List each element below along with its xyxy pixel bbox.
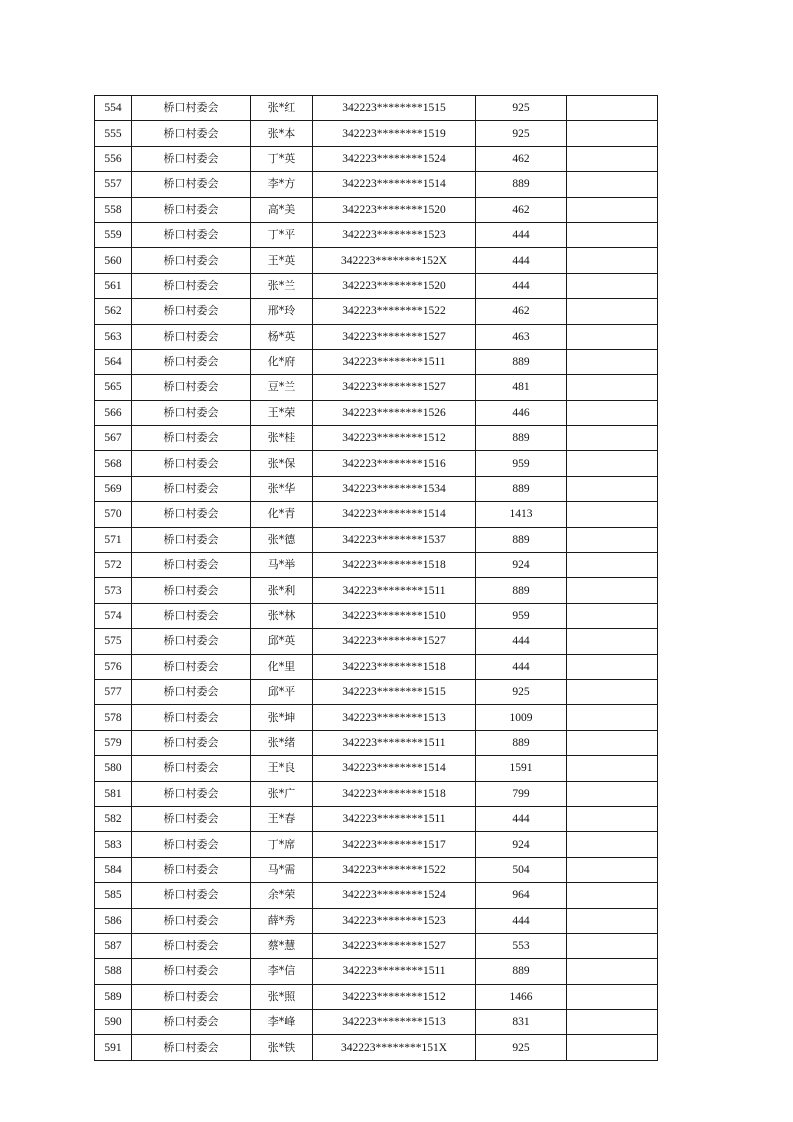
amount-cell: 925 xyxy=(476,679,567,704)
unit-cell: 桥口村委会 xyxy=(132,756,251,781)
row-number-cell: 587 xyxy=(95,933,132,958)
name-cell: 蔡*慧 xyxy=(251,933,313,958)
row-number-cell: 565 xyxy=(95,375,132,400)
note-cell xyxy=(567,121,658,146)
name-cell: 化*里 xyxy=(251,654,313,679)
name-cell: 张*利 xyxy=(251,578,313,603)
unit-cell: 桥口村委会 xyxy=(132,832,251,857)
name-cell: 豆*兰 xyxy=(251,375,313,400)
unit-cell: 桥口村委会 xyxy=(132,1035,251,1060)
amount-cell: 925 xyxy=(476,121,567,146)
name-cell: 李*峰 xyxy=(251,1010,313,1035)
note-cell xyxy=(567,756,658,781)
name-cell: 张*保 xyxy=(251,451,313,476)
unit-cell: 桥口村委会 xyxy=(132,806,251,831)
amount-cell: 444 xyxy=(476,908,567,933)
id-number-cell: 342223********1527 xyxy=(313,375,476,400)
note-cell xyxy=(567,933,658,958)
name-cell: 张*德 xyxy=(251,527,313,552)
table-row xyxy=(95,476,658,501)
note-cell xyxy=(567,730,658,755)
id-number-cell: 342223********151X xyxy=(313,1035,476,1060)
amount-cell: 504 xyxy=(476,857,567,882)
note-cell xyxy=(567,502,658,527)
name-cell: 丁*平 xyxy=(251,222,313,247)
note-cell xyxy=(567,578,658,603)
table-row xyxy=(95,883,658,908)
id-number-cell: 342223********1524 xyxy=(313,883,476,908)
table-row xyxy=(95,832,658,857)
table-row xyxy=(95,781,658,806)
row-number-cell: 568 xyxy=(95,451,132,476)
table-row xyxy=(95,426,658,451)
id-number-cell: 342223********1522 xyxy=(313,857,476,882)
row-number-cell: 576 xyxy=(95,654,132,679)
row-number-cell: 588 xyxy=(95,959,132,984)
id-number-cell: 342223********1512 xyxy=(313,984,476,1009)
name-cell: 王*春 xyxy=(251,806,313,831)
id-number-cell: 342223********1526 xyxy=(313,400,476,425)
table-row xyxy=(95,121,658,146)
id-number-cell: 342223********1537 xyxy=(313,527,476,552)
note-cell xyxy=(567,375,658,400)
name-cell: 张*本 xyxy=(251,121,313,146)
row-number-cell: 557 xyxy=(95,172,132,197)
row-number-cell: 575 xyxy=(95,629,132,654)
unit-cell: 桥口村委会 xyxy=(132,502,251,527)
name-cell: 王*荣 xyxy=(251,400,313,425)
id-number-cell: 342223********1510 xyxy=(313,603,476,628)
id-number-cell: 342223********1511 xyxy=(313,730,476,755)
note-cell xyxy=(567,273,658,298)
id-number-cell: 342223********1523 xyxy=(313,908,476,933)
amount-cell: 889 xyxy=(476,730,567,755)
amount-cell: 924 xyxy=(476,832,567,857)
unit-cell: 桥口村委会 xyxy=(132,1010,251,1035)
name-cell: 张*兰 xyxy=(251,273,313,298)
name-cell: 李*方 xyxy=(251,172,313,197)
unit-cell: 桥口村委会 xyxy=(132,527,251,552)
amount-cell: 1009 xyxy=(476,705,567,730)
unit-cell: 桥口村委会 xyxy=(132,451,251,476)
row-number-cell: 574 xyxy=(95,603,132,628)
name-cell: 李*信 xyxy=(251,959,313,984)
amount-cell: 889 xyxy=(476,426,567,451)
amount-cell: 889 xyxy=(476,349,567,374)
unit-cell: 桥口村委会 xyxy=(132,197,251,222)
name-cell: 张*铁 xyxy=(251,1035,313,1060)
table-row xyxy=(95,172,658,197)
name-cell: 邱*英 xyxy=(251,629,313,654)
unit-cell: 桥口村委会 xyxy=(132,959,251,984)
table-row xyxy=(95,451,658,476)
row-number-cell: 571 xyxy=(95,527,132,552)
amount-cell: 462 xyxy=(476,197,567,222)
note-cell xyxy=(567,603,658,628)
table-row xyxy=(95,857,658,882)
table-row xyxy=(95,908,658,933)
amount-cell: 925 xyxy=(476,96,567,121)
amount-cell: 959 xyxy=(476,451,567,476)
table-row xyxy=(95,324,658,349)
name-cell: 王*英 xyxy=(251,248,313,273)
unit-cell: 桥口村委会 xyxy=(132,553,251,578)
note-cell xyxy=(567,197,658,222)
unit-cell: 桥口村委会 xyxy=(132,96,251,121)
id-number-cell: 342223********1534 xyxy=(313,476,476,501)
table-row xyxy=(95,248,658,273)
table-row xyxy=(95,96,658,121)
id-number-cell: 342223********1511 xyxy=(313,349,476,374)
table-row xyxy=(95,705,658,730)
name-cell: 化*青 xyxy=(251,502,313,527)
id-number-cell: 342223********1527 xyxy=(313,324,476,349)
row-number-cell: 563 xyxy=(95,324,132,349)
amount-cell: 444 xyxy=(476,629,567,654)
amount-cell: 1413 xyxy=(476,502,567,527)
id-number-cell: 342223********1516 xyxy=(313,451,476,476)
id-number-cell: 342223********1513 xyxy=(313,1010,476,1035)
row-number-cell: 578 xyxy=(95,705,132,730)
name-cell: 薛*秀 xyxy=(251,908,313,933)
id-number-cell: 342223********1514 xyxy=(313,502,476,527)
name-cell: 马*需 xyxy=(251,857,313,882)
id-number-cell: 342223********1518 xyxy=(313,654,476,679)
unit-cell: 桥口村委会 xyxy=(132,349,251,374)
data-table xyxy=(94,95,658,1061)
note-cell xyxy=(567,222,658,247)
unit-cell: 桥口村委会 xyxy=(132,324,251,349)
table-row xyxy=(95,502,658,527)
note-cell xyxy=(567,476,658,501)
table-row xyxy=(95,806,658,831)
unit-cell: 桥口村委会 xyxy=(132,654,251,679)
name-cell: 化*府 xyxy=(251,349,313,374)
amount-cell: 889 xyxy=(476,172,567,197)
id-number-cell: 342223********1513 xyxy=(313,705,476,730)
name-cell: 邢*玲 xyxy=(251,299,313,324)
amount-cell: 889 xyxy=(476,476,567,501)
unit-cell: 桥口村委会 xyxy=(132,603,251,628)
amount-cell: 481 xyxy=(476,375,567,400)
table-row xyxy=(95,273,658,298)
row-number-cell: 589 xyxy=(95,984,132,1009)
table-row xyxy=(95,400,658,425)
amount-cell: 462 xyxy=(476,146,567,171)
row-number-cell: 560 xyxy=(95,248,132,273)
name-cell: 张*广 xyxy=(251,781,313,806)
table-row xyxy=(95,375,658,400)
name-cell: 张*坤 xyxy=(251,705,313,730)
unit-cell: 桥口村委会 xyxy=(132,299,251,324)
row-number-cell: 555 xyxy=(95,121,132,146)
id-number-cell: 342223********1515 xyxy=(313,96,476,121)
table-row xyxy=(95,629,658,654)
row-number-cell: 569 xyxy=(95,476,132,501)
id-number-cell: 342223********1524 xyxy=(313,146,476,171)
amount-cell: 444 xyxy=(476,222,567,247)
note-cell xyxy=(567,527,658,552)
note-cell xyxy=(567,146,658,171)
name-cell: 张*照 xyxy=(251,984,313,1009)
unit-cell: 桥口村委会 xyxy=(132,121,251,146)
note-cell xyxy=(567,451,658,476)
note-cell xyxy=(567,96,658,121)
name-cell: 余*荣 xyxy=(251,883,313,908)
name-cell: 张*桂 xyxy=(251,426,313,451)
unit-cell: 桥口村委会 xyxy=(132,629,251,654)
table-row xyxy=(95,603,658,628)
name-cell: 邱*平 xyxy=(251,679,313,704)
unit-cell: 桥口村委会 xyxy=(132,857,251,882)
note-cell xyxy=(567,1010,658,1035)
table-row xyxy=(95,1010,658,1035)
note-cell xyxy=(567,629,658,654)
row-number-cell: 566 xyxy=(95,400,132,425)
unit-cell: 桥口村委会 xyxy=(132,933,251,958)
name-cell: 张*红 xyxy=(251,96,313,121)
id-number-cell: 342223********1520 xyxy=(313,197,476,222)
id-number-cell: 342223********1511 xyxy=(313,578,476,603)
note-cell xyxy=(567,883,658,908)
unit-cell: 桥口村委会 xyxy=(132,705,251,730)
note-cell xyxy=(567,908,658,933)
note-cell xyxy=(567,349,658,374)
table-row xyxy=(95,553,658,578)
unit-cell: 桥口村委会 xyxy=(132,679,251,704)
unit-cell: 桥口村委会 xyxy=(132,222,251,247)
amount-cell: 463 xyxy=(476,324,567,349)
row-number-cell: 585 xyxy=(95,883,132,908)
row-number-cell: 580 xyxy=(95,756,132,781)
unit-cell: 桥口村委会 xyxy=(132,146,251,171)
note-cell xyxy=(567,553,658,578)
note-cell xyxy=(567,426,658,451)
table-row xyxy=(95,222,658,247)
note-cell xyxy=(567,679,658,704)
amount-cell: 444 xyxy=(476,806,567,831)
id-number-cell: 342223********1518 xyxy=(313,553,476,578)
unit-cell: 桥口村委会 xyxy=(132,273,251,298)
row-number-cell: 562 xyxy=(95,299,132,324)
unit-cell: 桥口村委会 xyxy=(132,476,251,501)
name-cell: 王*良 xyxy=(251,756,313,781)
table-row xyxy=(95,527,658,552)
table-row xyxy=(95,578,658,603)
row-number-cell: 581 xyxy=(95,781,132,806)
note-cell xyxy=(567,832,658,857)
id-number-cell: 342223********1519 xyxy=(313,121,476,146)
id-number-cell: 342223********1514 xyxy=(313,756,476,781)
amount-cell: 446 xyxy=(476,400,567,425)
amount-cell: 444 xyxy=(476,273,567,298)
id-number-cell: 342223********1520 xyxy=(313,273,476,298)
amount-cell: 924 xyxy=(476,553,567,578)
amount-cell: 925 xyxy=(476,1035,567,1060)
note-cell xyxy=(567,324,658,349)
note-cell xyxy=(567,984,658,1009)
note-cell xyxy=(567,400,658,425)
amount-cell: 799 xyxy=(476,781,567,806)
row-number-cell: 573 xyxy=(95,578,132,603)
note-cell xyxy=(567,1035,658,1060)
amount-cell: 1591 xyxy=(476,756,567,781)
unit-cell: 桥口村委会 xyxy=(132,984,251,1009)
id-number-cell: 342223********1511 xyxy=(313,806,476,831)
amount-cell: 553 xyxy=(476,933,567,958)
amount-cell: 959 xyxy=(476,603,567,628)
id-number-cell: 342223********1522 xyxy=(313,299,476,324)
amount-cell: 889 xyxy=(476,578,567,603)
unit-cell: 桥口村委会 xyxy=(132,400,251,425)
table-row xyxy=(95,984,658,1009)
name-cell: 丁*席 xyxy=(251,832,313,857)
row-number-cell: 582 xyxy=(95,806,132,831)
table-row xyxy=(95,654,658,679)
table-row xyxy=(95,349,658,374)
table-row xyxy=(95,959,658,984)
unit-cell: 桥口村委会 xyxy=(132,908,251,933)
id-number-cell: 342223********1511 xyxy=(313,959,476,984)
note-cell xyxy=(567,248,658,273)
table-row xyxy=(95,679,658,704)
name-cell: 张*林 xyxy=(251,603,313,628)
row-number-cell: 554 xyxy=(95,96,132,121)
row-number-cell: 577 xyxy=(95,679,132,704)
row-number-cell: 564 xyxy=(95,349,132,374)
name-cell: 杨*英 xyxy=(251,324,313,349)
row-number-cell: 591 xyxy=(95,1035,132,1060)
row-number-cell: 556 xyxy=(95,146,132,171)
unit-cell: 桥口村委会 xyxy=(132,426,251,451)
row-number-cell: 570 xyxy=(95,502,132,527)
row-number-cell: 572 xyxy=(95,553,132,578)
table-body xyxy=(95,96,658,1061)
amount-cell: 444 xyxy=(476,654,567,679)
note-cell xyxy=(567,654,658,679)
id-number-cell: 342223********1527 xyxy=(313,629,476,654)
unit-cell: 桥口村委会 xyxy=(132,172,251,197)
name-cell: 张*华 xyxy=(251,476,313,501)
id-number-cell: 342223********152X xyxy=(313,248,476,273)
table-row xyxy=(95,933,658,958)
amount-cell: 444 xyxy=(476,248,567,273)
row-number-cell: 584 xyxy=(95,857,132,882)
amount-cell: 964 xyxy=(476,883,567,908)
note-cell xyxy=(567,857,658,882)
unit-cell: 桥口村委会 xyxy=(132,730,251,755)
row-number-cell: 590 xyxy=(95,1010,132,1035)
note-cell xyxy=(567,806,658,831)
row-number-cell: 579 xyxy=(95,730,132,755)
id-number-cell: 342223********1527 xyxy=(313,933,476,958)
table-row xyxy=(95,146,658,171)
table-row xyxy=(95,299,658,324)
note-cell xyxy=(567,172,658,197)
row-number-cell: 586 xyxy=(95,908,132,933)
id-number-cell: 342223********1523 xyxy=(313,222,476,247)
table-row xyxy=(95,730,658,755)
unit-cell: 桥口村委会 xyxy=(132,578,251,603)
name-cell: 高*美 xyxy=(251,197,313,222)
id-number-cell: 342223********1515 xyxy=(313,679,476,704)
row-number-cell: 561 xyxy=(95,273,132,298)
table-row xyxy=(95,756,658,781)
id-number-cell: 342223********1518 xyxy=(313,781,476,806)
note-cell xyxy=(567,705,658,730)
row-number-cell: 559 xyxy=(95,222,132,247)
table-row xyxy=(95,1035,658,1060)
row-number-cell: 558 xyxy=(95,197,132,222)
table-row xyxy=(95,197,658,222)
unit-cell: 桥口村委会 xyxy=(132,248,251,273)
row-number-cell: 583 xyxy=(95,832,132,857)
name-cell: 丁*英 xyxy=(251,146,313,171)
unit-cell: 桥口村委会 xyxy=(132,781,251,806)
note-cell xyxy=(567,299,658,324)
name-cell: 张*绪 xyxy=(251,730,313,755)
unit-cell: 桥口村委会 xyxy=(132,883,251,908)
note-cell xyxy=(567,781,658,806)
id-number-cell: 342223********1517 xyxy=(313,832,476,857)
unit-cell: 桥口村委会 xyxy=(132,375,251,400)
amount-cell: 1466 xyxy=(476,984,567,1009)
name-cell: 马*举 xyxy=(251,553,313,578)
amount-cell: 889 xyxy=(476,959,567,984)
id-number-cell: 342223********1512 xyxy=(313,426,476,451)
amount-cell: 831 xyxy=(476,1010,567,1035)
amount-cell: 462 xyxy=(476,299,567,324)
id-number-cell: 342223********1514 xyxy=(313,172,476,197)
row-number-cell: 567 xyxy=(95,426,132,451)
note-cell xyxy=(567,959,658,984)
amount-cell: 889 xyxy=(476,527,567,552)
